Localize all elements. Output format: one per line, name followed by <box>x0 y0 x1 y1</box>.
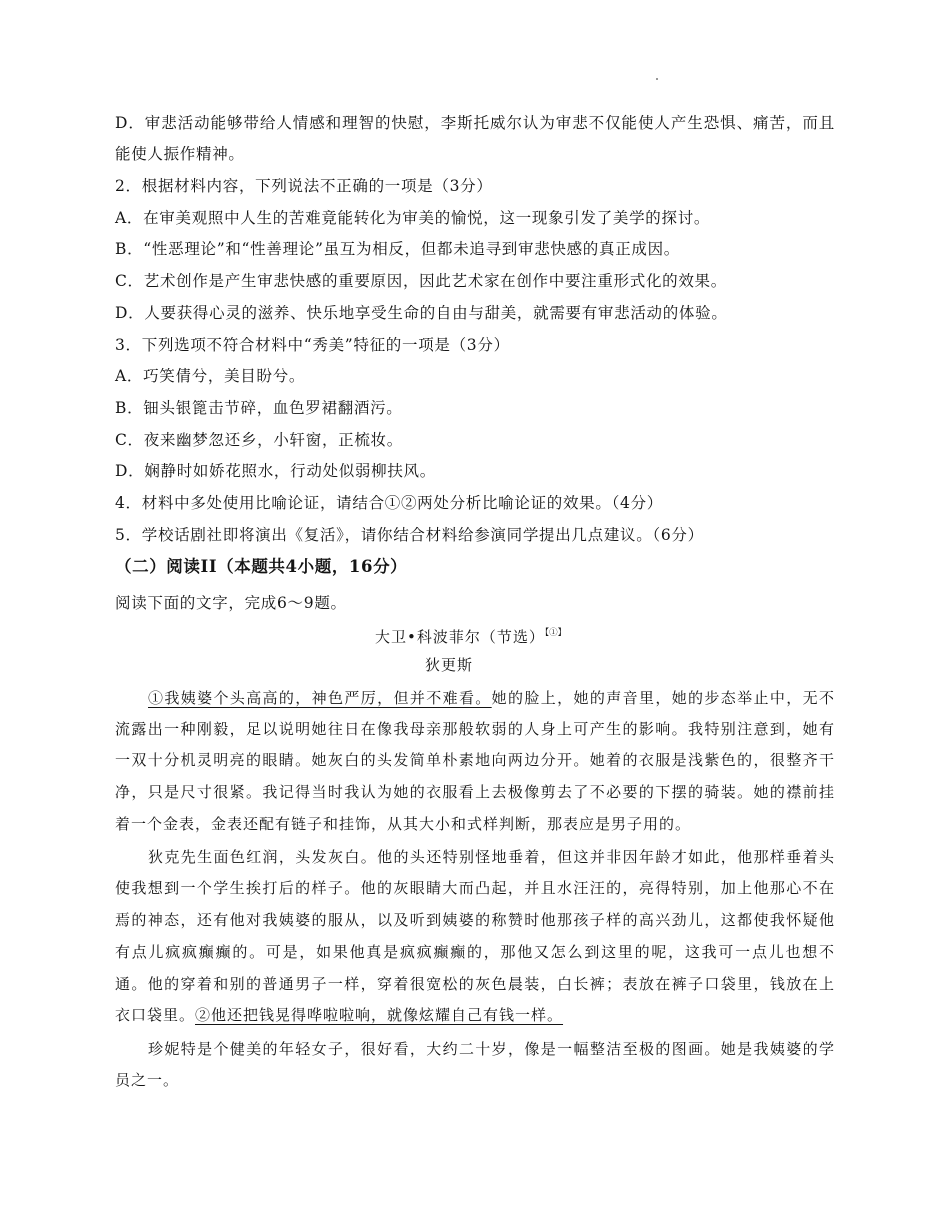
section2-instruction: 阅读下面的文字，完成6～9题。 <box>115 594 347 612</box>
q2-option-c: C．艺术创作是产生审悲快感的重要原因，因此艺术家在创作中要注重形式化的效果。 <box>115 272 727 290</box>
p1-underlined-sentence-1: ①我姨婆个头高高的，神色严厉，但并不难看。 <box>148 689 492 707</box>
q1-option-d-line1: D．审悲活动能够带给人情感和理智的快慰，李斯托威尔认为审悲不仅能使人产生恐惧、痛苦，而且 <box>115 114 835 132</box>
q3-option-a: A．巧笑倩兮，美目盼兮。 <box>115 367 306 385</box>
p3-line-1: 珍妮特是个健美的年轻女子，很好看，大约二十岁，像是一幅整洁至极的图画。她是我姨婆的学 <box>148 1040 835 1058</box>
passage-title-text: 大卫•科波菲尔（节选） <box>375 628 545 646</box>
q1-option-d-line2: 能使人振作精神。 <box>115 145 245 163</box>
p1-line-3: 一双十分机灵明亮的眼睛。她灰白的头发简单朴素地向两边分开。她着的衣服是浅紫色的，很整齐干 <box>115 751 835 769</box>
q5-stem: 5．学校话剧社即将演出《复活》，请你结合材料给参演同学提出几点建议。（6分） <box>115 526 704 544</box>
q3-option-b: B．钿头银篦击节碎，血色罗裙翻酒污。 <box>115 399 403 417</box>
p1-line-4: 净，只是尺寸很紧。我记得当时我认为她的衣服看上去极像剪去了不必要的下摆的骑装。她的襟前挂 <box>115 783 835 801</box>
q2-stem: 2．根据材料内容，下列说法不正确的一项是（3分） <box>115 177 493 195</box>
passage-author: 狄更斯 <box>425 656 474 674</box>
p1-line-5: 着一个金表，金表还配有链子和挂饰，从其大小和式样判断，那表应是男子用的。 <box>115 815 692 833</box>
p2-line-6 <box>115 1003 563 1027</box>
q2-option-b: B．“性恶理论”和“性善理论”虽互为相反，但都未追寻到审悲快感的真正成因。 <box>115 240 680 258</box>
p1-line-2: 流露出一种刚毅，足以说明她往日在像我母亲那般软弱的人身上可产生的影响。我特别注意到，她有 <box>115 720 835 738</box>
q4-stem: 4．材料中多处使用比喻论证，请结合①②两处分析比喻论证的效果。（4分） <box>115 494 663 512</box>
q3-option-c: C．夜来幽梦忽还乡，小轩窗，正梳妆。 <box>115 431 403 449</box>
p2-line-1: 狄克先生面色红润，头发灰白。他的头还特别怪地垂着，但这并非因年龄才如此，他那样垂着头 <box>148 848 835 866</box>
q3-option-d: D．娴静时如娇花照水，行动处似弱柳扶风。 <box>115 462 436 480</box>
p2-line-6-plain: 衣口袋里。 <box>115 1006 196 1024</box>
p2-line-4: 有点儿疯疯癫癫的。可是，如果他真是疯疯癫癫的，那他又怎么到这里的呢，这我可一点儿也想不 <box>115 943 835 961</box>
page-dot-mark <box>656 78 658 80</box>
p2-line-2: 使我想到一个学生挨打后的样子。他的灰眼睛大而凸起，并且水汪汪的，亮得特别，加上他那心不在 <box>115 879 835 897</box>
q3-stem: 3．下列选项不符合材料中“秀美”特征的一项是（3分） <box>115 336 510 354</box>
passage-title-footnote: 【①】 <box>544 628 567 638</box>
p2-underlined-sentence-2: ②他还把钱晃得哗啦啦响，就像炫耀自己有钱一样。 <box>195 1006 564 1024</box>
p1-line-1 <box>148 686 835 710</box>
p2-line-5: 通。他的穿着和别的普通男子一样，穿着很宽松的灰色晨装，白长裤；表放在裤子口袋里，钱放在上 <box>115 975 835 993</box>
p1-line-1-rest: 她的脸上，她的声音里，她的步态举止中，无不 <box>491 689 835 707</box>
passage-title <box>375 621 566 645</box>
p3-line-2: 员之一。 <box>115 1071 180 1089</box>
p2-line-3: 焉的神态，还有他对我姨婆的服从，以及听到姨婆的称赞时他那孩子样的高兴劲儿，这都使我怀疑他 <box>115 911 835 929</box>
q2-option-d: D．人要获得心灵的滋养、快乐地享受生命的自由与甜美，就需要有审悲活动的体验。 <box>115 304 728 322</box>
q2-option-a: A．在审美观照中人生的苦难竟能转化为审美的愉悦，这一现象引发了美学的探讨。 <box>115 209 711 227</box>
section2-heading: （二）阅读II（本题共4小题，16分） <box>115 557 408 576</box>
